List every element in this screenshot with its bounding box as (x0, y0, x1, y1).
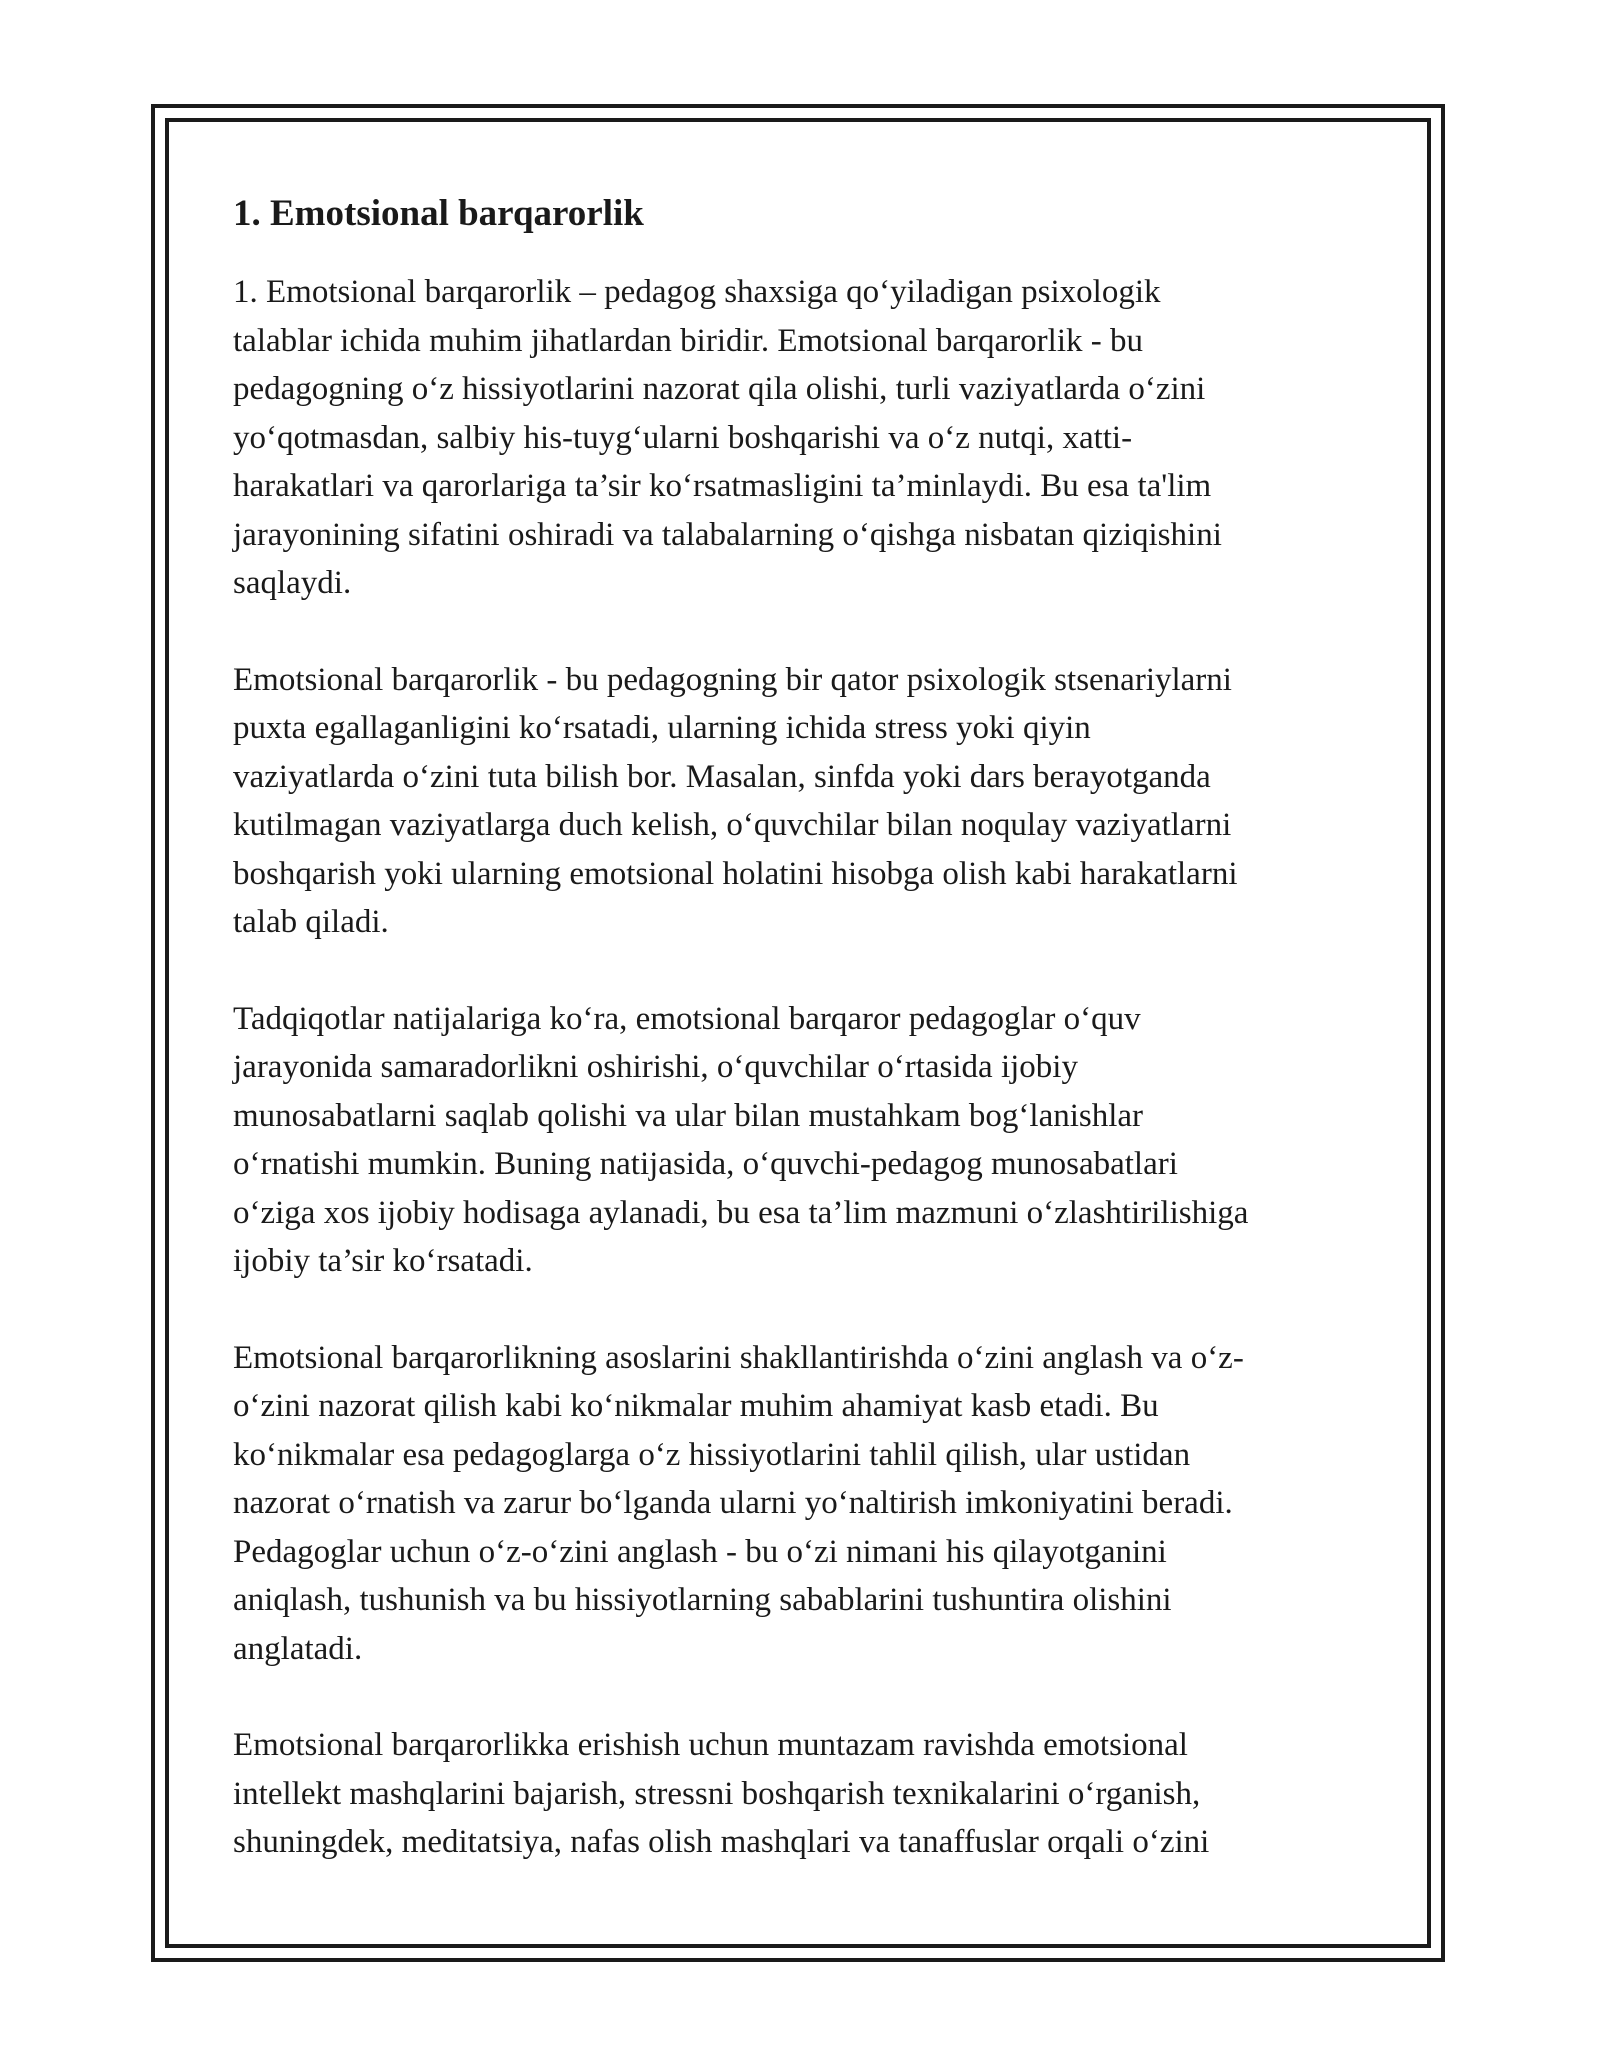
paragraph-4: Emotsional barqarorlikning asoslarini shakllantirishda o‘zini anglash va o‘z- o‘zini nazorat qilish kabi ko‘nikmalar muhim ahamiyat kasb etadi. Bu ko‘nikmalar esa pedagoglarga o‘z hissiyotlarini tahlil qilish, ular ustidan nazorat o‘rnatish va zarur bo‘lganda ularni yo‘naltirish imkoniyatini beradi. Pedagoglar uchun o‘z-o‘zini anglash - bu o‘zi nimani his qilayotganini aniqlash, tushunish va bu hissiyotlarning sabablarini tushuntira olishini anglatadi. (233, 1339, 1244, 1667)
paragraph-2: Emotsional barqarorlik - bu pedagogning bir qator psixologik stsenariylarni puxta egallaganligini ko‘rsatadi, ularning ichida stress yoki qiyin vaziyatlarda o‘zini tuta bilish bor. Masalan, sinfda yoki dars berayotganda kutilmagan vaziyatlarga duch kelish, o‘quvchilar bilan noqulay vaziyatlarni boshqarish yoki ularning emotsional holatini hisobga olish kabi harakatlarni talab qiladi. (233, 661, 1238, 940)
paragraph-5: Emotsional barqarorlikka erishish uchun muntazam ravishda emotsional intellekt mashqlarini bajarish, stressni boshqarish texnikalarini o‘rganish, shuningdek, meditatsiya, nafas olish mashqlari va tanaffuslar orqali o‘zini (233, 1727, 1210, 1860)
paragraph-3: Tadqiqotlar natijalariga ko‘ra, emotsional barqaror pedagoglar o‘quv jarayonida samaradorlikni oshirishi, o‘quvchilar o‘rtasida ijobiy munosabatlarni saqlab qolishi va ular bilan mustahkam bog‘lanishlar o‘rnatishi mumkin. Buning natijasida, o‘quvchi-pedagog munosabatlari o‘ziga xos ijobiy hodisaga aylanadi, bu esa ta’lim mazmuni o‘zlashtirilishiga ijobiy ta’sir ko‘rsatadi. (233, 1000, 1249, 1279)
paragraph-1: 1. Emotsional barqarorlik – pedagog shaxsiga qo‘yiladigan psixologik talablar ichida muhim jihatlardan biridir. Emotsional barqarorlik - bu pedagogning o‘z hissiyotlarini nazorat qila olishi, turli vaziyatlarda o‘zini yo‘qotmasdan, salbiy his-tuyg‘ularni boshqarishi va o‘z nutqi, xatti- harakatlari va qarorlariga ta’sir ko‘rsatmasligini ta’minlaydi. Bu esa ta'lim jarayonining sifatini oshiradi va talabalarning o‘qishga nisbatan qiziqishini saqlaydi. (233, 274, 1222, 601)
section-heading: 1. Emotsional barqarorlik (233, 193, 644, 234)
document-body (233, 190, 1373, 1915)
